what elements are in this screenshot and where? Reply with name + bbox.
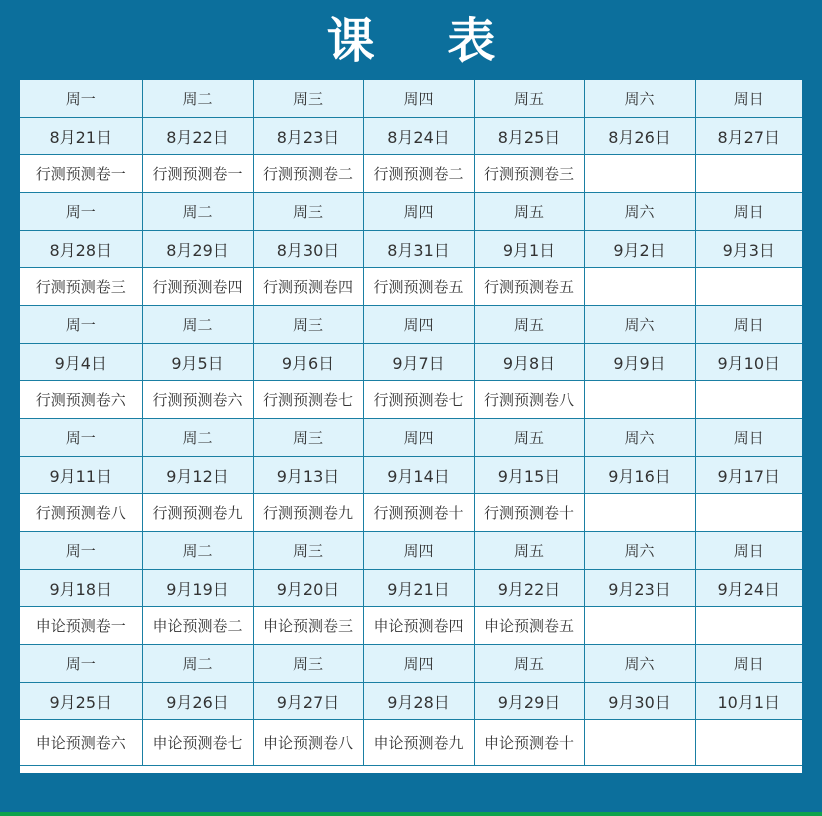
course-cell: 行测预测卷九 [142, 494, 253, 532]
date-cell: 9月8日 [474, 344, 584, 381]
date-cell: 9月14日 [363, 457, 474, 494]
weekday-cell: 周四 [363, 80, 474, 118]
weekday-cell: 周六 [584, 306, 695, 344]
weekday-cell: 周二 [142, 306, 253, 344]
weekday-cell: 周一 [20, 80, 142, 118]
weekday-cell: 周五 [474, 193, 584, 231]
date-cell: 8月31日 [363, 231, 474, 268]
date-cell: 9月18日 [20, 570, 142, 607]
weekday-cell: 周三 [253, 80, 363, 118]
date-cell: 10月1日 [695, 683, 802, 720]
date-cell: 8月30日 [253, 231, 363, 268]
empty-course-cell [584, 155, 695, 193]
course-cell: 申论预测卷八 [253, 720, 363, 766]
date-row [20, 457, 802, 494]
weekday-header-row [20, 419, 802, 457]
weekday-cell: 周六 [584, 532, 695, 570]
weekday-cell: 周日 [695, 306, 802, 344]
date-cell: 9月19日 [142, 570, 253, 607]
course-cell: 行测预测卷十 [474, 494, 584, 532]
course-cell: 行测预测卷三 [474, 155, 584, 193]
weekday-cell: 周二 [142, 419, 253, 457]
course-cell: 申论预测卷五 [474, 607, 584, 645]
weekday-cell: 周二 [142, 193, 253, 231]
weekday-header-row [20, 193, 802, 231]
empty-course-cell [695, 720, 802, 766]
weekday-cell: 周六 [584, 645, 695, 683]
course-cell: 行测预测卷六 [142, 381, 253, 419]
page-title: 课 表 [326, 13, 524, 69]
empty-course-cell [584, 494, 695, 532]
weekday-cell: 周四 [363, 645, 474, 683]
date-row [20, 118, 802, 155]
weekday-cell: 周五 [474, 532, 584, 570]
date-row [20, 344, 802, 381]
weekday-cell: 周一 [20, 193, 142, 231]
course-cell: 行测预测卷三 [20, 268, 142, 306]
weekday-cell: 周二 [142, 645, 253, 683]
date-cell: 9月2日 [584, 231, 695, 268]
date-cell: 9月10日 [695, 344, 802, 381]
date-cell: 9月11日 [20, 457, 142, 494]
course-cell: 申论预测卷九 [363, 720, 474, 766]
empty-course-cell [695, 607, 802, 645]
date-cell: 8月22日 [142, 118, 253, 155]
weekday-cell: 周三 [253, 306, 363, 344]
course-cell: 行测预测卷一 [142, 155, 253, 193]
date-cell: 9月15日 [474, 457, 584, 494]
course-cell: 行测预测卷七 [363, 381, 474, 419]
schedule-table [20, 80, 802, 766]
empty-course-cell [695, 155, 802, 193]
course-cell: 行测预测卷五 [474, 268, 584, 306]
bottom-accent-bar [0, 812, 822, 816]
course-cell: 行测预测卷七 [253, 381, 363, 419]
date-cell: 9月4日 [20, 344, 142, 381]
weekday-cell: 周四 [363, 306, 474, 344]
weekday-cell: 周五 [474, 419, 584, 457]
date-cell: 8月29日 [142, 231, 253, 268]
course-cell: 行测预测卷五 [363, 268, 474, 306]
course-cell: 行测预测卷八 [474, 381, 584, 419]
weekday-cell: 周四 [363, 532, 474, 570]
weekday-cell: 周一 [20, 306, 142, 344]
date-cell: 9月21日 [363, 570, 474, 607]
weekday-header-row [20, 80, 802, 118]
course-cell: 行测预测卷八 [20, 494, 142, 532]
date-cell: 8月23日 [253, 118, 363, 155]
date-cell: 8月24日 [363, 118, 474, 155]
course-cell: 申论预测卷四 [363, 607, 474, 645]
course-row [20, 607, 802, 645]
course-cell: 行测预测卷二 [253, 155, 363, 193]
course-cell: 申论预测卷十 [474, 720, 584, 766]
date-row [20, 231, 802, 268]
course-cell: 行测预测卷十 [363, 494, 474, 532]
course-cell: 申论预测卷六 [20, 720, 142, 766]
date-cell: 9月12日 [142, 457, 253, 494]
date-row [20, 683, 802, 720]
weekday-cell: 周日 [695, 419, 802, 457]
date-cell: 9月3日 [695, 231, 802, 268]
date-cell: 9月20日 [253, 570, 363, 607]
course-cell: 行测预测卷四 [142, 268, 253, 306]
weekday-cell: 周四 [363, 193, 474, 231]
course-row [20, 494, 802, 532]
date-cell: 9月13日 [253, 457, 363, 494]
date-cell: 8月25日 [474, 118, 584, 155]
course-row [20, 381, 802, 419]
date-cell: 9月29日 [474, 683, 584, 720]
date-cell: 9月27日 [253, 683, 363, 720]
weekday-cell: 周一 [20, 645, 142, 683]
weekday-cell: 周二 [142, 80, 253, 118]
date-cell: 9月23日 [584, 570, 695, 607]
empty-course-cell [584, 381, 695, 419]
empty-course-cell [584, 268, 695, 306]
date-cell: 9月28日 [363, 683, 474, 720]
course-cell: 申论预测卷七 [142, 720, 253, 766]
empty-course-cell [584, 607, 695, 645]
course-row [20, 268, 802, 306]
weekday-cell: 周日 [695, 80, 802, 118]
course-cell: 行测预测卷九 [253, 494, 363, 532]
date-cell: 9月26日 [142, 683, 253, 720]
date-cell: 9月6日 [253, 344, 363, 381]
weekday-cell: 周一 [20, 532, 142, 570]
weekday-cell: 周三 [253, 532, 363, 570]
date-cell: 8月21日 [20, 118, 142, 155]
course-cell: 申论预测卷三 [253, 607, 363, 645]
course-cell: 行测预测卷二 [363, 155, 474, 193]
weekday-cell: 周三 [253, 645, 363, 683]
schedule-body [20, 80, 802, 766]
date-cell: 8月26日 [584, 118, 695, 155]
weekday-cell: 周六 [584, 193, 695, 231]
empty-course-cell [695, 381, 802, 419]
weekday-cell: 周日 [695, 645, 802, 683]
course-cell: 申论预测卷二 [142, 607, 253, 645]
weekday-cell: 周六 [584, 80, 695, 118]
weekday-cell: 周五 [474, 306, 584, 344]
date-cell: 9月16日 [584, 457, 695, 494]
date-cell: 9月17日 [695, 457, 802, 494]
weekday-header-row [20, 306, 802, 344]
date-cell: 9月22日 [474, 570, 584, 607]
weekday-cell: 周四 [363, 419, 474, 457]
empty-course-cell [695, 494, 802, 532]
date-cell: 9月24日 [695, 570, 802, 607]
weekday-cell: 周三 [253, 193, 363, 231]
course-row [20, 155, 802, 193]
date-cell: 9月5日 [142, 344, 253, 381]
weekday-cell: 周日 [695, 193, 802, 231]
weekday-cell: 周五 [474, 645, 584, 683]
course-row [20, 720, 802, 766]
weekday-cell: 周二 [142, 532, 253, 570]
course-cell: 行测预测卷四 [253, 268, 363, 306]
schedule-table-container [20, 80, 802, 773]
empty-course-cell [695, 268, 802, 306]
weekday-cell: 周五 [474, 80, 584, 118]
weekday-header-row [20, 532, 802, 570]
course-cell: 申论预测卷一 [20, 607, 142, 645]
empty-course-cell [584, 720, 695, 766]
weekday-cell: 周三 [253, 419, 363, 457]
date-row [20, 570, 802, 607]
weekday-header-row [20, 645, 802, 683]
weekday-cell: 周一 [20, 419, 142, 457]
date-cell: 9月1日 [474, 231, 584, 268]
date-cell: 9月7日 [363, 344, 474, 381]
course-cell: 行测预测卷六 [20, 381, 142, 419]
date-cell: 9月30日 [584, 683, 695, 720]
date-cell: 9月9日 [584, 344, 695, 381]
weekday-cell: 周六 [584, 419, 695, 457]
date-cell: 8月27日 [695, 118, 802, 155]
date-cell: 8月28日 [20, 231, 142, 268]
course-cell: 行测预测卷一 [20, 155, 142, 193]
date-cell: 9月25日 [20, 683, 142, 720]
weekday-cell: 周日 [695, 532, 802, 570]
